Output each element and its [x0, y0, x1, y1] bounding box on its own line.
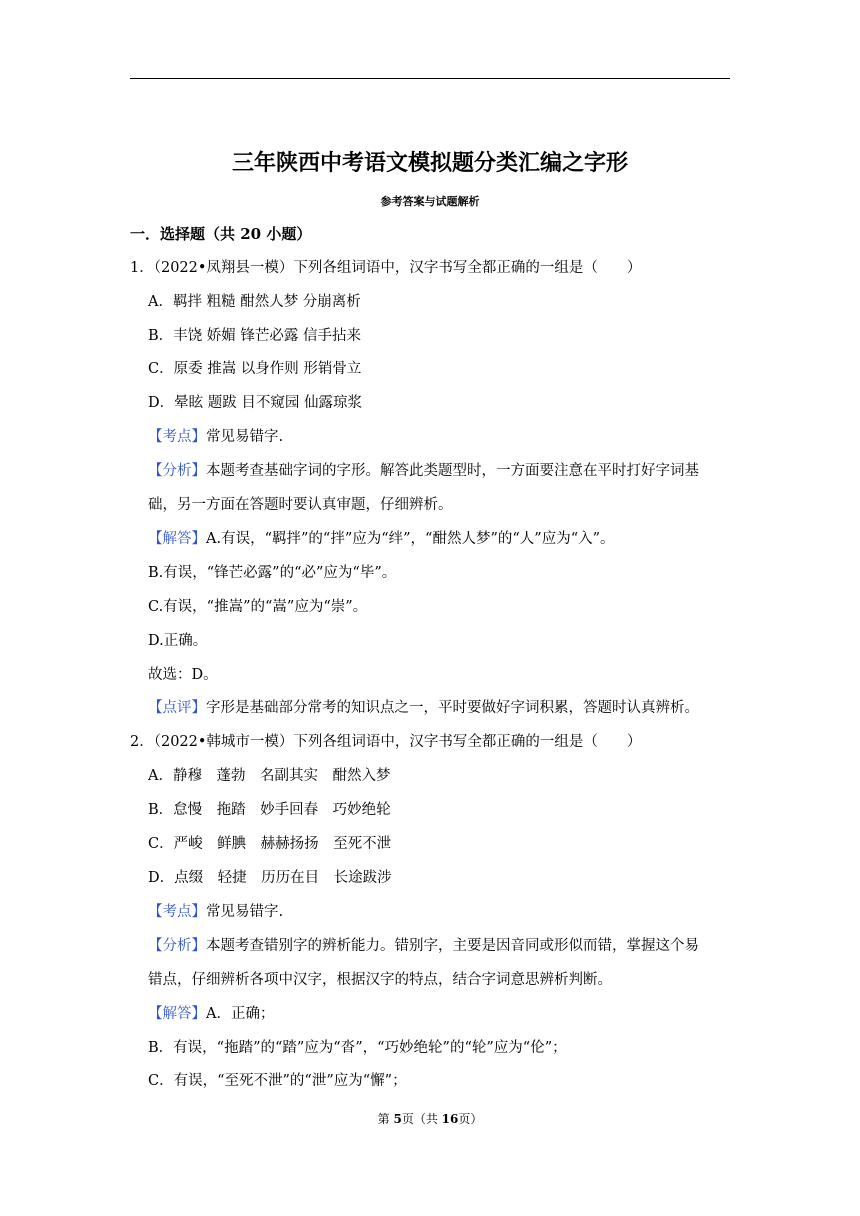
q1-option-a: A．羁拌 粗糙 酣然人梦 分崩离析: [148, 294, 361, 310]
page-subtitle: 参考答案与试题解析: [380, 195, 480, 208]
q2-option-c: C．严峻 鲜腆 赫赫扬扬 至死不泄: [148, 836, 392, 852]
q1-jieda: 【解答】A.有误，“羁拌”的“拌”应为“绊”，“酣然人梦”的“人”应为“入”。: [148, 531, 615, 547]
jieda-tag: 【解答】: [148, 531, 206, 547]
fenxi-tag: 【分析】: [148, 938, 206, 954]
q1-fenxi-cont: 础，另一方面在答题时要认真审题，仔细辨析。: [148, 497, 453, 513]
q2-option-d: D．点缀 轻捷 历历在目 长途跋涉: [148, 870, 392, 886]
page-title: 三年陕西中考语文模拟题分类汇编之字形: [231, 150, 628, 176]
q2-jieda-b: B．有误，“拖踏”的“踏”应为“沓”，“巧妙绝轮”的“轮”应为“伦”；: [148, 1040, 567, 1056]
q2-jieda-c: C．有误，“至死不泄”的“泄”应为“懈”；: [148, 1073, 407, 1089]
q1-dianping: 【点评】字形是基础部分常考的知识点之一，平时要做好字词积累，答题时认真辨析。: [148, 700, 699, 716]
dianping-tag: 【点评】: [148, 700, 206, 716]
jieda-tag: 【解答】: [148, 1006, 206, 1022]
q1-jieda-c: C.有误，“推嵩”的“嵩”应为“崇”。: [148, 599, 368, 615]
q1-option-b: B．丰饶 娇媚 锋芒必露 信手拈来: [148, 328, 361, 344]
q1-option-d: D．晕眩 题跋 目不窥园 仙露琼浆: [148, 395, 362, 411]
page-total: 16: [441, 1112, 459, 1126]
q2-fenxi-cont: 错点，仔细辨析各项中汉字，根据汉字的特点，结合字词意思辨析判断。: [148, 972, 612, 988]
q1-answer: 故选：D。: [148, 667, 218, 683]
q2-option-a: A．静穆 蓬勃 名副其实 酣然入梦: [148, 768, 391, 784]
header-rule: [130, 78, 730, 79]
q1-fenxi: 【分析】本题考查基础字词的字形。解答此类题型时，一方面要注意在平时打好字词基: [148, 463, 699, 479]
kaodian-tag: 【考点】: [148, 904, 206, 920]
kaodian-tag: 【考点】: [148, 429, 206, 445]
q2-fenxi: 【分析】本题考查错别字的辨析能力。错别字，主要是因音同或形似而错，掌握这个易: [148, 938, 699, 954]
q2-kaodian: 【考点】常见易错字.: [148, 904, 284, 920]
section-heading: 一．选择题（共 20 小题）: [130, 225, 312, 243]
q1-option-c: C．原委 推嵩 以身作则 形销骨立: [148, 361, 362, 377]
q1-jieda-d: D.正确。: [148, 633, 208, 649]
page-number: 5: [393, 1112, 402, 1126]
q1-stem: 1．（2022•凤翔县一模）下列各组词语中，汉字书写全都正确的一组是（ ）: [130, 260, 642, 276]
q1-jieda-b: B.有误，“锋芒必露”的“必”应为“毕”。: [148, 565, 397, 581]
page-footer: 第 5页（共 16页）: [377, 1112, 483, 1126]
q2-stem: 2．（2022•韩城市一模）下列各组词语中，汉字书写全都正确的一组是（ ）: [130, 734, 642, 750]
q1-kaodian: 【考点】常见易错字.: [148, 429, 284, 445]
q2-jieda: 【解答】A．正确；: [148, 1006, 275, 1022]
q2-option-b: B．怠慢 拖踏 妙手回春 巧妙绝轮: [148, 802, 391, 818]
fenxi-tag: 【分析】: [148, 463, 206, 479]
